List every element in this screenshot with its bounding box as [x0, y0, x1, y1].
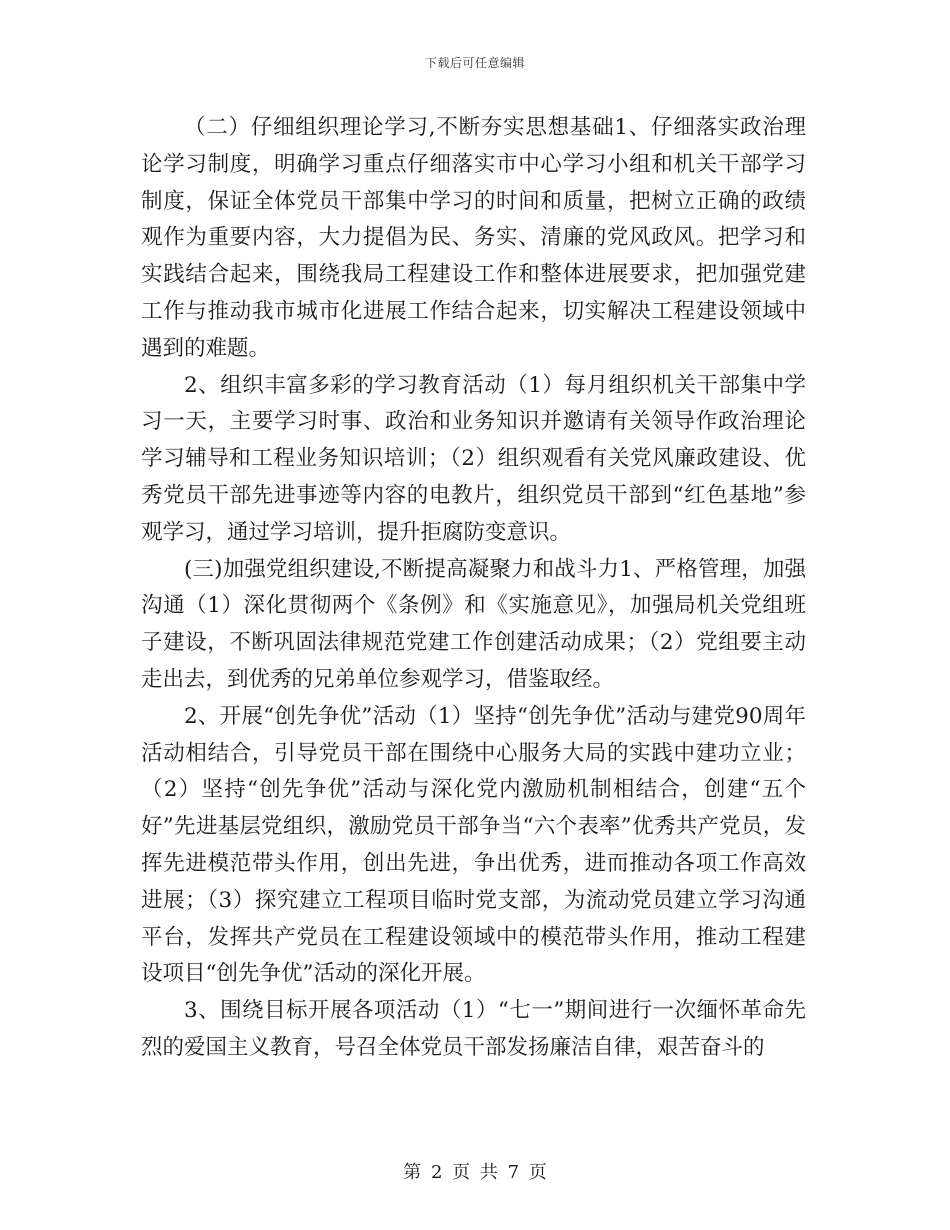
paragraph-3: (三)加强党组织建设,不断提高凝聚力和战斗力1、严格管理，加强沟通（1）深化贯彻两个《条例》和《实施意见》，加强局机关党组班子建设，不断巩固法律规范党建工作创建活动成果；（2）党组要主动走出去，到优秀的兄弟单位参观学习，借鉴取经。 — [141, 556, 806, 692]
document-body — [141, 110, 806, 1067]
paragraph-5: 3、围绕目标开展各项活动（1）“七一”期间进行一次缅怀革命先烈的爱国主义教育，号召全体党员干部发扬廉洁自律，艰苦奋斗的 — [141, 998, 806, 1060]
paragraph-4: 2、开展“创先争优”活动（1）坚持“创先争优”活动与建党90周年活动相结合，引导党员干部在围绕中心服务大局的实践中建功立业；（2）坚持“创先争优”活动与深化党内激励机制相结合，创建“五个好”先进基层党组织，激励党员干部争当“六个表率”优秀共产党员，发挥先进模范带头作用，创出先进，争出优秀，进而推动各项工作高效进展；（3）探究建立工程项目临时党支部，为流动党员建立学习沟通平台，发挥共产党员在工程建设领域中的模范带头作用，推动工程建设项目“创先争优”活动的深化开展。 — [141, 703, 806, 987]
paragraph-1: （二）仔细组织理论学习,不断夯实思想基础1、仔细落实政治理论学习制度，明确学习重点仔细落实市中心学习小组和机关干部学习制度，保证全体党员干部集中学习的时间和质量，把树立正确的政绩观作为重要内容，大力提倡为民、务实、清廉的党风政风。把学习和实践结合起来，围绕我局工程建设工作和整体进展要求，把加强党建工作与推动我市城市化进展工作结合起来，切实解决工程建设领域中遇到的难题。 — [141, 115, 806, 361]
paragraph-2: 2、组织丰富多彩的学习教育活动（1）每月组织机关干部集中学习一天，主要学习时事、政治和业务知识并邀请有关领导作政治理论学习辅导和工程业务知识培训；（2）组织观看有关党风廉政建设、优秀党员干部先进事迹等内容的电教片，组织党员干部到“红色基地”参观学习，通过学习培训，提升拒腐防变意识。 — [141, 372, 806, 545]
page-number-footer: 第 2 页 共 7 页 — [403, 1162, 547, 1183]
page-header: 下载后可任意编辑 — [424, 56, 525, 70]
